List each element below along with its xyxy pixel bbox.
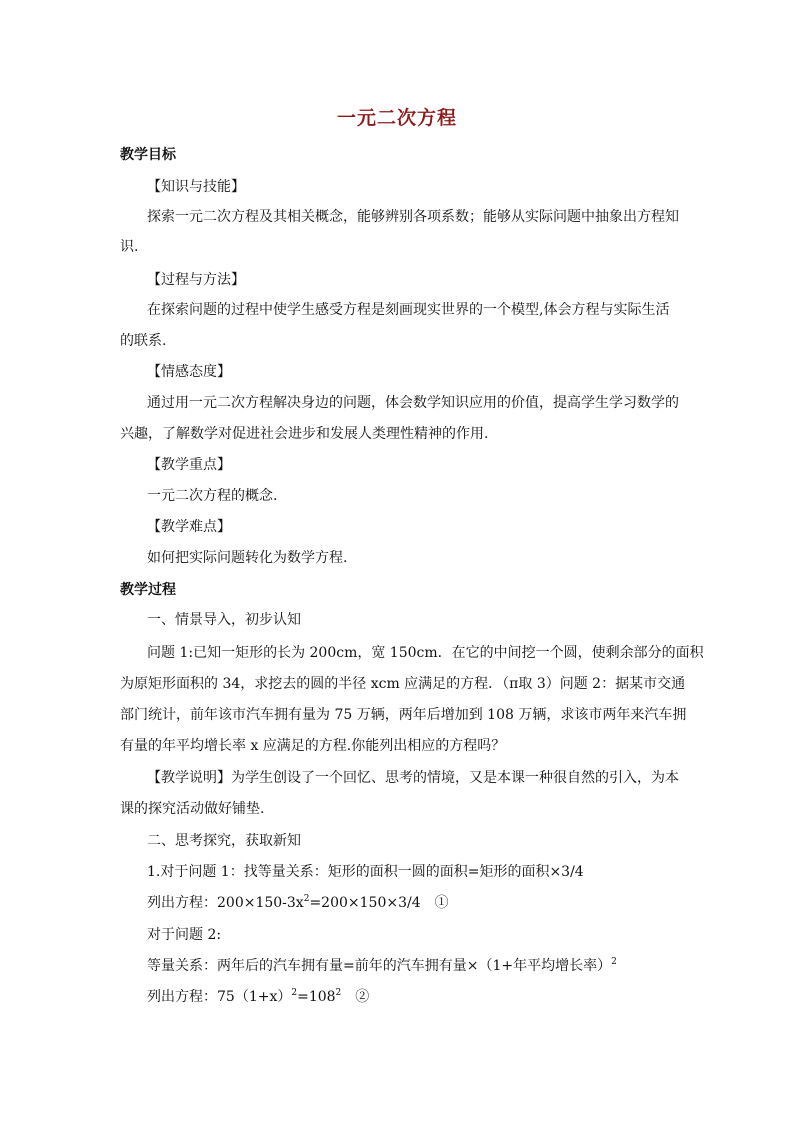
problem2-equation (147, 987, 369, 1007)
question-text-line4: 有量的年平均增长率 x 应满足的方程.你能列出相应的方程吗？ (120, 738, 506, 754)
knowledge-text-line2: 识. (120, 239, 139, 255)
heading-knowledge-skills: 【知识与技能】 (147, 179, 245, 195)
heading-teaching-goals: 教学目标 (120, 147, 176, 163)
process-text-line1: 在探索问题的过程中使学生感受方程是刻画现实世界的一个模型,体会方程与实际生活 (147, 302, 670, 318)
step2-heading: 二、思考探究，获取新知 (147, 833, 301, 849)
problem1-equation-suffix: =200×150×3/4 ① (309, 895, 449, 911)
emotion-text-line2: 兴趣，了解数学对促进社会进步和发展人类理性精神的作用. (120, 426, 489, 442)
question-text-line2: 为原矩形面积的 34，求挖去的圆的半径 xcm 应满足的方程．（π取 3）问题 2：据某市交通 (120, 676, 686, 692)
knowledge-text-line1: 探索一元二次方程及其相关概念，能够辨别各项系数；能够从实际问题中抽象出方程知 (147, 209, 679, 225)
problem2-equation-mid: =108 (297, 989, 336, 1005)
problem1-equation-prefix: 列出方程：200×150-3x (147, 895, 304, 911)
problem2-equation-exponent2: 2 (335, 988, 342, 998)
heading-process-method: 【过程与方法】 (147, 272, 245, 288)
problem2-equation-suffix: ② (341, 989, 370, 1005)
question-text-line1: 问题 1:已知一矩形的长为 200cm，宽 150cm．在它的中间挖一个圆，使剩余部分的面积 (147, 645, 704, 661)
step1-heading: 一、情景导入，初步认知 (147, 612, 301, 628)
problem2-label: 对于问题 2: (147, 927, 222, 943)
heading-emotion-attitude: 【情感态度】 (147, 364, 231, 380)
problem2-relation-exponent: 2 (611, 957, 617, 967)
problem2-equation-prefix: 列出方程：75（1+x） (147, 989, 292, 1005)
process-text-line2: 的联系. (120, 333, 167, 349)
problem2-equation-exponent: 2 (291, 988, 298, 998)
problem1-equation-exponent: 2 (303, 894, 310, 904)
heading-difficulty: 【教学难点】 (147, 519, 231, 535)
problem1-relation: 1.对于问题 1：找等量关系：矩形的面积一圆的面积=矩形的面积×3/4 (147, 864, 584, 880)
heading-teaching-process: 教学过程 (120, 582, 176, 598)
problem2-relation-text: 等量关系：两年后的汽车拥有量=前年的汽车拥有量×（1+年平均增长率） (147, 958, 612, 974)
teaching-note-line2: 课的探究活动做好铺垫. (120, 801, 265, 817)
difficulty-text: 如何把实际问题转化为数学方程. (147, 550, 348, 566)
key-point-text: 一元二次方程的概念. (147, 488, 278, 504)
page-title: 一元二次方程 (336, 107, 457, 129)
question-text-line3: 部门统计，前年该市汽车拥有量为 75 万辆，两年后增加到 108 万辆，求该市两年来汽车拥 (120, 707, 687, 723)
problem2-relation (147, 956, 617, 976)
heading-key-point: 【教学重点】 (147, 457, 231, 473)
problem1-equation (147, 893, 449, 913)
teaching-note-line1: 【教学说明】为学生创设了一个回忆、思考的情境，又是本课一种很自然的引入，为本 (147, 770, 679, 786)
emotion-text-line1: 通过用一元二次方程解决身边的问题，体会数学知识应用的价值，提高学生学习数学的 (147, 395, 679, 411)
